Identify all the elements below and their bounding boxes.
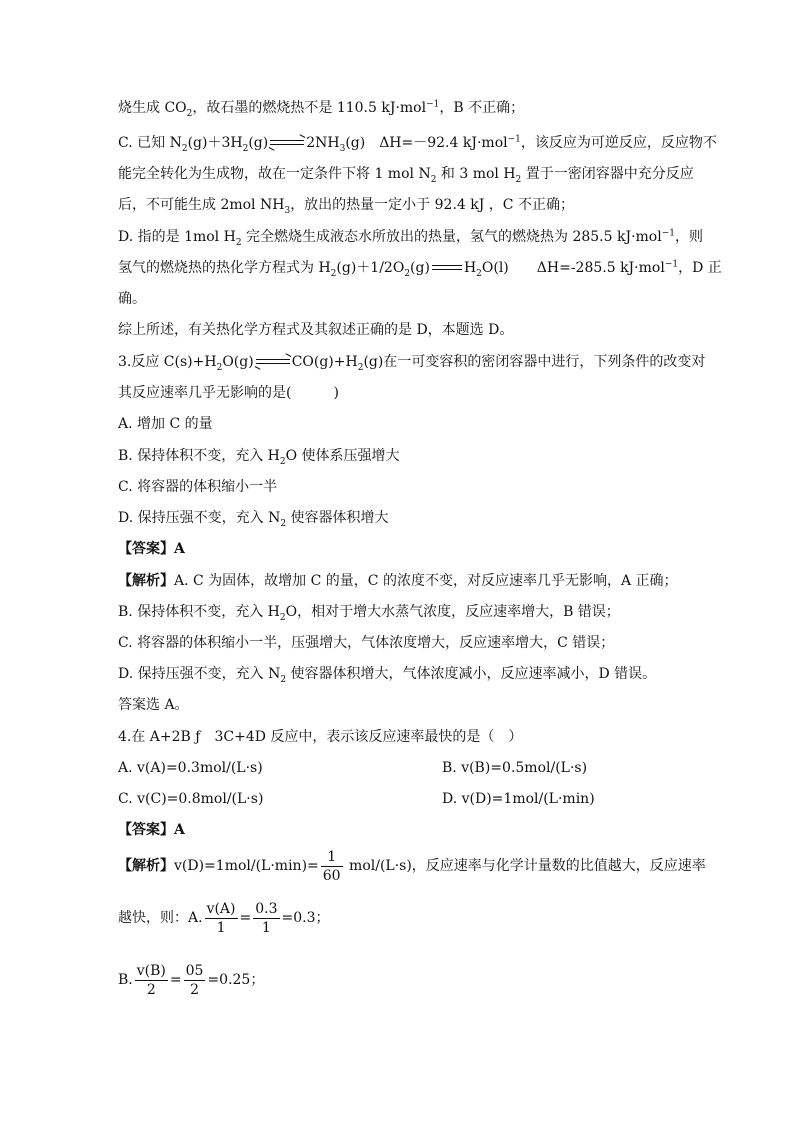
fraction: $\frac{v(B)}{2}$ bbox=[136, 962, 166, 998]
text-line: 氢气的燃烧热的热化学方程式为 $H_2(g)+1/2O_2(g)$ $H_2O(l)$ ΔH=-285.5 kJ·mol$^{-1}$，D 正 bbox=[118, 259, 722, 279]
explanation-line: B. 保持体积不变，充入 $H_2O$，相对于增大水蒸气浓度，反应速率增大，B 错误； bbox=[118, 604, 620, 623]
explanation-label: 【解析】 bbox=[118, 573, 174, 589]
option-b: B. 保持体积不变，充入 $H_2O$ 使体系压强增大 bbox=[118, 448, 400, 467]
reversible-arrow-icon bbox=[270, 139, 304, 147]
explanation-line: 【解析】v(D)=1mol/(L·min)= $\frac{1}{60}$ mol/(L·s)，反应速率与化学计量数的比值越大，反应速率 bbox=[118, 848, 706, 884]
option-d: D. v(D)=1mol/(L·min) bbox=[442, 791, 595, 807]
explanation-line: C. 将容器的体积缩小一半，压强增大，气体浓度增大，反应速率增大，C 错误； bbox=[118, 635, 615, 651]
question-3-stem-cont: 其反应速率几乎无影响的是( ) bbox=[118, 385, 339, 401]
explanation-line: 【解析】A. C 为固体，故增加 C 的量，C 的浓度不变，对反应速率几乎无影响，A 正确； bbox=[118, 573, 678, 589]
text-line: 综上所述，有关热化学方程式及其叙述正确的是 D，本题选 D。 bbox=[118, 322, 514, 338]
option-b: B. v(B)=0.5mol/(L·s) bbox=[442, 760, 588, 776]
answer-label: 【答案】 bbox=[118, 541, 174, 557]
fraction: $\frac{v(A)}{1}$ bbox=[206, 900, 236, 936]
explanation-line: 越快，则：A. $\frac{v(A)}{1}$ = $\frac{0.3}{1}$ =0.3； bbox=[118, 900, 330, 936]
option-a: A. 增加 C 的量 bbox=[118, 416, 213, 432]
option-a: A. v(A)=0.3mol/(L·s) bbox=[118, 760, 263, 776]
question-4-stem: 4.在 A+2B ƒ 3C+4D 反应中，表示该反应速率最快的是（ ） bbox=[118, 729, 523, 745]
answer-line: 【答案】A bbox=[118, 822, 185, 838]
answer-line: 【答案】A bbox=[118, 541, 185, 557]
equals-arrow-icon bbox=[432, 265, 462, 271]
reversible-arrow-icon bbox=[256, 358, 290, 366]
fraction: $\frac{05}{2}$ bbox=[185, 962, 204, 998]
option-d: D. 保持压强不变，充入 $N_2$ 使容器体积增大 bbox=[118, 510, 389, 529]
explanation-line: D. 保持压强不变，充入 $N_2$ 使容器体积增大，气体浓度减小，反应速率减小，D 错误。 bbox=[118, 666, 657, 685]
text-line: 确。 bbox=[118, 291, 146, 307]
explanation-label: 【解析】 bbox=[118, 858, 174, 874]
option-c: C. v(C)=0.8mol/(L·s) bbox=[118, 791, 264, 807]
explanation-line: 答案选 A。 bbox=[118, 697, 189, 713]
text-line: D. 指的是 1mol $H_2$ 完全燃烧生成液态水所放出的热量，氢气的燃烧热为 285.5 kJ·mol$^{-1}$，则 bbox=[118, 228, 703, 248]
option-c: C. 将容器的体积缩小一半 bbox=[118, 479, 278, 495]
text-line: C. 已知 $N_2(g)+3H_2(g)$ $2NH_3(g)$ ΔH=－92.4 kJ·mol$^{-1}$，该反应为可逆反应，反应物不 bbox=[118, 134, 717, 154]
text-line: 能完全转化为生成物，故在一定条件下将 1 mol $N_2$ 和 3 mol $H_2$ 置于一密闭容器中充分反应 bbox=[118, 166, 694, 185]
text-line: 后，不可能生成 2mol $NH_3$，放出的热量一定小于 92.4 kJ ，C 不正确； bbox=[118, 197, 574, 216]
explanation-line: B. $\frac{v(B)}{2}$ = $\frac{05}{2}$ =0.25； bbox=[118, 962, 265, 998]
fraction: $\frac{1}{60}$ bbox=[322, 848, 341, 884]
answer-label: 【答案】 bbox=[118, 822, 174, 838]
fraction: $\frac{0.3}{1}$ bbox=[255, 900, 278, 936]
question-3-stem: 3.反应 $C(s)+H_2O(g)$ $CO(g)+H_2(g)$在一可变容积的密闭容器中进行，下列条件的改变对 bbox=[118, 354, 706, 373]
text-line: 烧生成 $CO_2$，故石墨的燃烧热不是 110.5 kJ·mol$^{-1}$，B 不正确； bbox=[118, 99, 525, 119]
